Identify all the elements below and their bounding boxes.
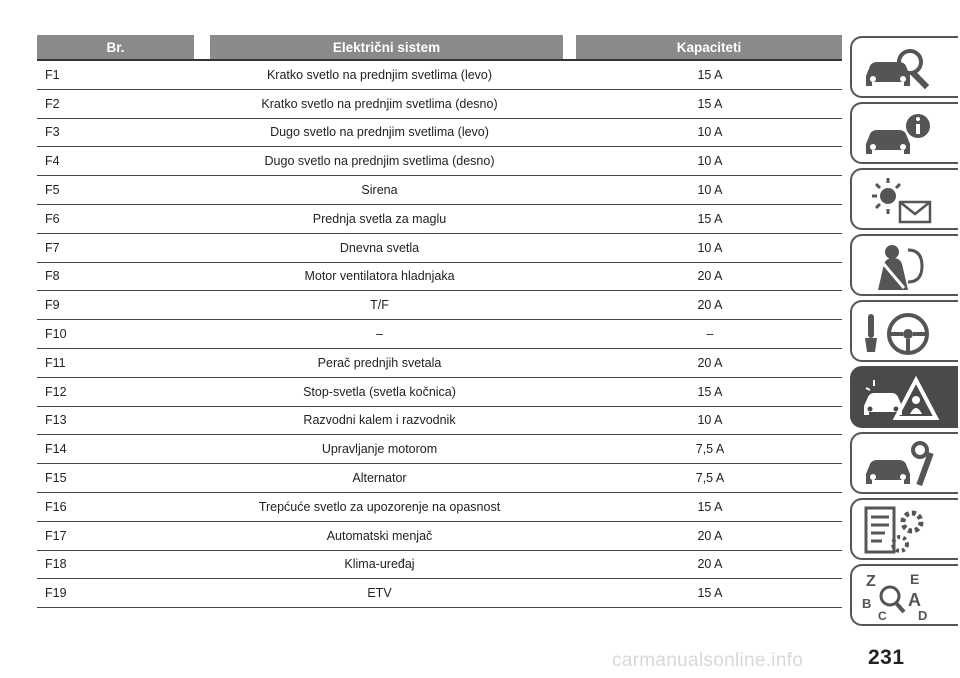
tab-info[interactable] (850, 102, 958, 164)
electrical-system: Kratko svetlo na prednjim svetlima (levo) (266, 67, 493, 82)
table-row (37, 291, 842, 320)
table-header (37, 35, 842, 59)
electrical-system: Dnevna svetla (339, 240, 420, 255)
fuse-number: F3 (45, 125, 60, 140)
capacity: 20 A (697, 355, 723, 370)
fuse-number: F10 (45, 327, 67, 342)
capacity: 10 A (697, 240, 723, 255)
specs-gears-icon (860, 504, 940, 558)
electrical-system: Dugo svetlo na prednjim svetlima (levo) (270, 125, 489, 140)
header-electrical-system: Električni sistem (210, 35, 563, 59)
fuse-number: F11 (45, 355, 66, 370)
fuse-number: F16 (45, 499, 67, 514)
fuse-number: F7 (45, 240, 60, 255)
svg-text:Z: Z (866, 573, 876, 590)
svg-text:E: E (910, 571, 920, 587)
capacity: 7,5 A (695, 471, 725, 486)
electrical-system: Automatski menjač (326, 528, 433, 543)
svg-text:A: A (908, 590, 921, 610)
electrical-system: ETV (367, 586, 392, 601)
header-capacity: Kapaciteti (576, 35, 842, 59)
electrical-system: Sirena (361, 183, 398, 198)
fuse-number: F9 (45, 298, 60, 313)
capacity: 15 A (697, 499, 723, 514)
capacity: 15 A (697, 67, 723, 82)
capacity: 20 A (697, 557, 723, 572)
table-row (37, 119, 842, 148)
capacity: 20 A (697, 528, 723, 543)
table-row (37, 147, 842, 176)
tab-technical-data[interactable] (850, 498, 958, 560)
fuse-number: F1 (45, 67, 60, 82)
watermark: carmanualsonline.info (612, 650, 804, 671)
seatbelt-airbag-icon (860, 240, 940, 294)
tab-starting-driving[interactable] (850, 300, 958, 362)
fuse-number: F2 (45, 96, 60, 111)
fuse-number: F12 (45, 384, 67, 399)
table-row (37, 378, 842, 407)
svg-text:C: C (878, 609, 887, 623)
capacity: 10 A (697, 413, 723, 428)
tab-knowing-your-car[interactable] (850, 36, 958, 98)
table-row (37, 493, 842, 522)
tab-maintenance[interactable] (850, 432, 958, 494)
fuse-number: F14 (45, 442, 67, 457)
car-wrench-icon (860, 438, 940, 492)
table-row (37, 349, 842, 378)
fuse-number: F6 (45, 211, 60, 226)
electrical-system: – (376, 327, 383, 342)
table-row (37, 263, 842, 292)
fuse-number: F17 (45, 528, 67, 543)
capacity: 10 A (697, 154, 723, 169)
fuse-table (37, 35, 842, 608)
electrical-system: Prednja svetla za maglu (312, 211, 447, 226)
table-row (37, 176, 842, 205)
electrical-system: Razvodni kalem i razvodnik (303, 413, 456, 428)
car-emergency-triangle-icon (860, 372, 940, 426)
fuse-number: F4 (45, 154, 60, 169)
key-steering-wheel-icon (860, 306, 940, 360)
electrical-system: Motor ventilatora hladnjaka (304, 269, 455, 284)
alphabetical-index-icon (860, 570, 940, 624)
svg-text:D: D (918, 608, 928, 623)
electrical-system: T/F (370, 298, 389, 313)
table-row (37, 551, 842, 580)
capacity: – (706, 327, 714, 342)
tab-safety[interactable] (850, 234, 958, 296)
electrical-system: Klima-uređaj (344, 557, 415, 572)
table-row (37, 61, 842, 90)
tab-warning-lights[interactable] (850, 168, 958, 230)
electrical-system: Alternator (352, 471, 407, 486)
table-row (37, 320, 842, 349)
electrical-system: Trepćuće svetlo za upozorenje na opasnost (258, 499, 501, 514)
car-search-icon (860, 42, 940, 96)
capacity: 7,5 A (695, 442, 725, 457)
fuse-number: F19 (45, 586, 67, 601)
table-row (37, 522, 842, 551)
table-row (37, 579, 842, 608)
capacity: 10 A (697, 125, 723, 140)
capacity: 15 A (697, 384, 723, 399)
table-row (37, 435, 842, 464)
electrical-system: Perač prednjih svetala (317, 355, 442, 370)
capacity: 20 A (697, 269, 723, 284)
header-number: Br. (37, 35, 194, 59)
capacity: 20 A (697, 298, 723, 313)
table-row (37, 464, 842, 493)
electrical-system: Stop-svetla (svetla kočnica) (303, 384, 456, 399)
table-row (37, 90, 842, 119)
fuse-number: F18 (45, 557, 67, 572)
capacity: 15 A (697, 211, 723, 226)
fuse-number: F5 (45, 183, 60, 198)
table-row (37, 205, 842, 234)
capacity: 15 A (697, 96, 723, 111)
electrical-system: Upravljanje motorom (321, 442, 438, 457)
tab-emergency[interactable] (850, 366, 958, 428)
svg-text:B: B (862, 596, 872, 611)
tab-index[interactable] (850, 564, 958, 626)
fuse-number: F13 (45, 413, 67, 428)
table-row (37, 234, 842, 263)
page-number: 231 (868, 646, 905, 669)
table-body (37, 61, 842, 608)
fuse-number: F15 (45, 471, 67, 486)
electrical-system: Dugo svetlo na prednjim svetlima (desno) (264, 154, 495, 169)
capacity: 15 A (697, 586, 723, 601)
electrical-system: Kratko svetlo na prednjim svetlima (desno) (261, 96, 498, 111)
fuse-number: F8 (45, 269, 60, 284)
capacity: 10 A (697, 183, 723, 198)
car-info-icon (860, 108, 940, 162)
table-row (37, 407, 842, 436)
warning-light-message-icon (860, 174, 940, 228)
